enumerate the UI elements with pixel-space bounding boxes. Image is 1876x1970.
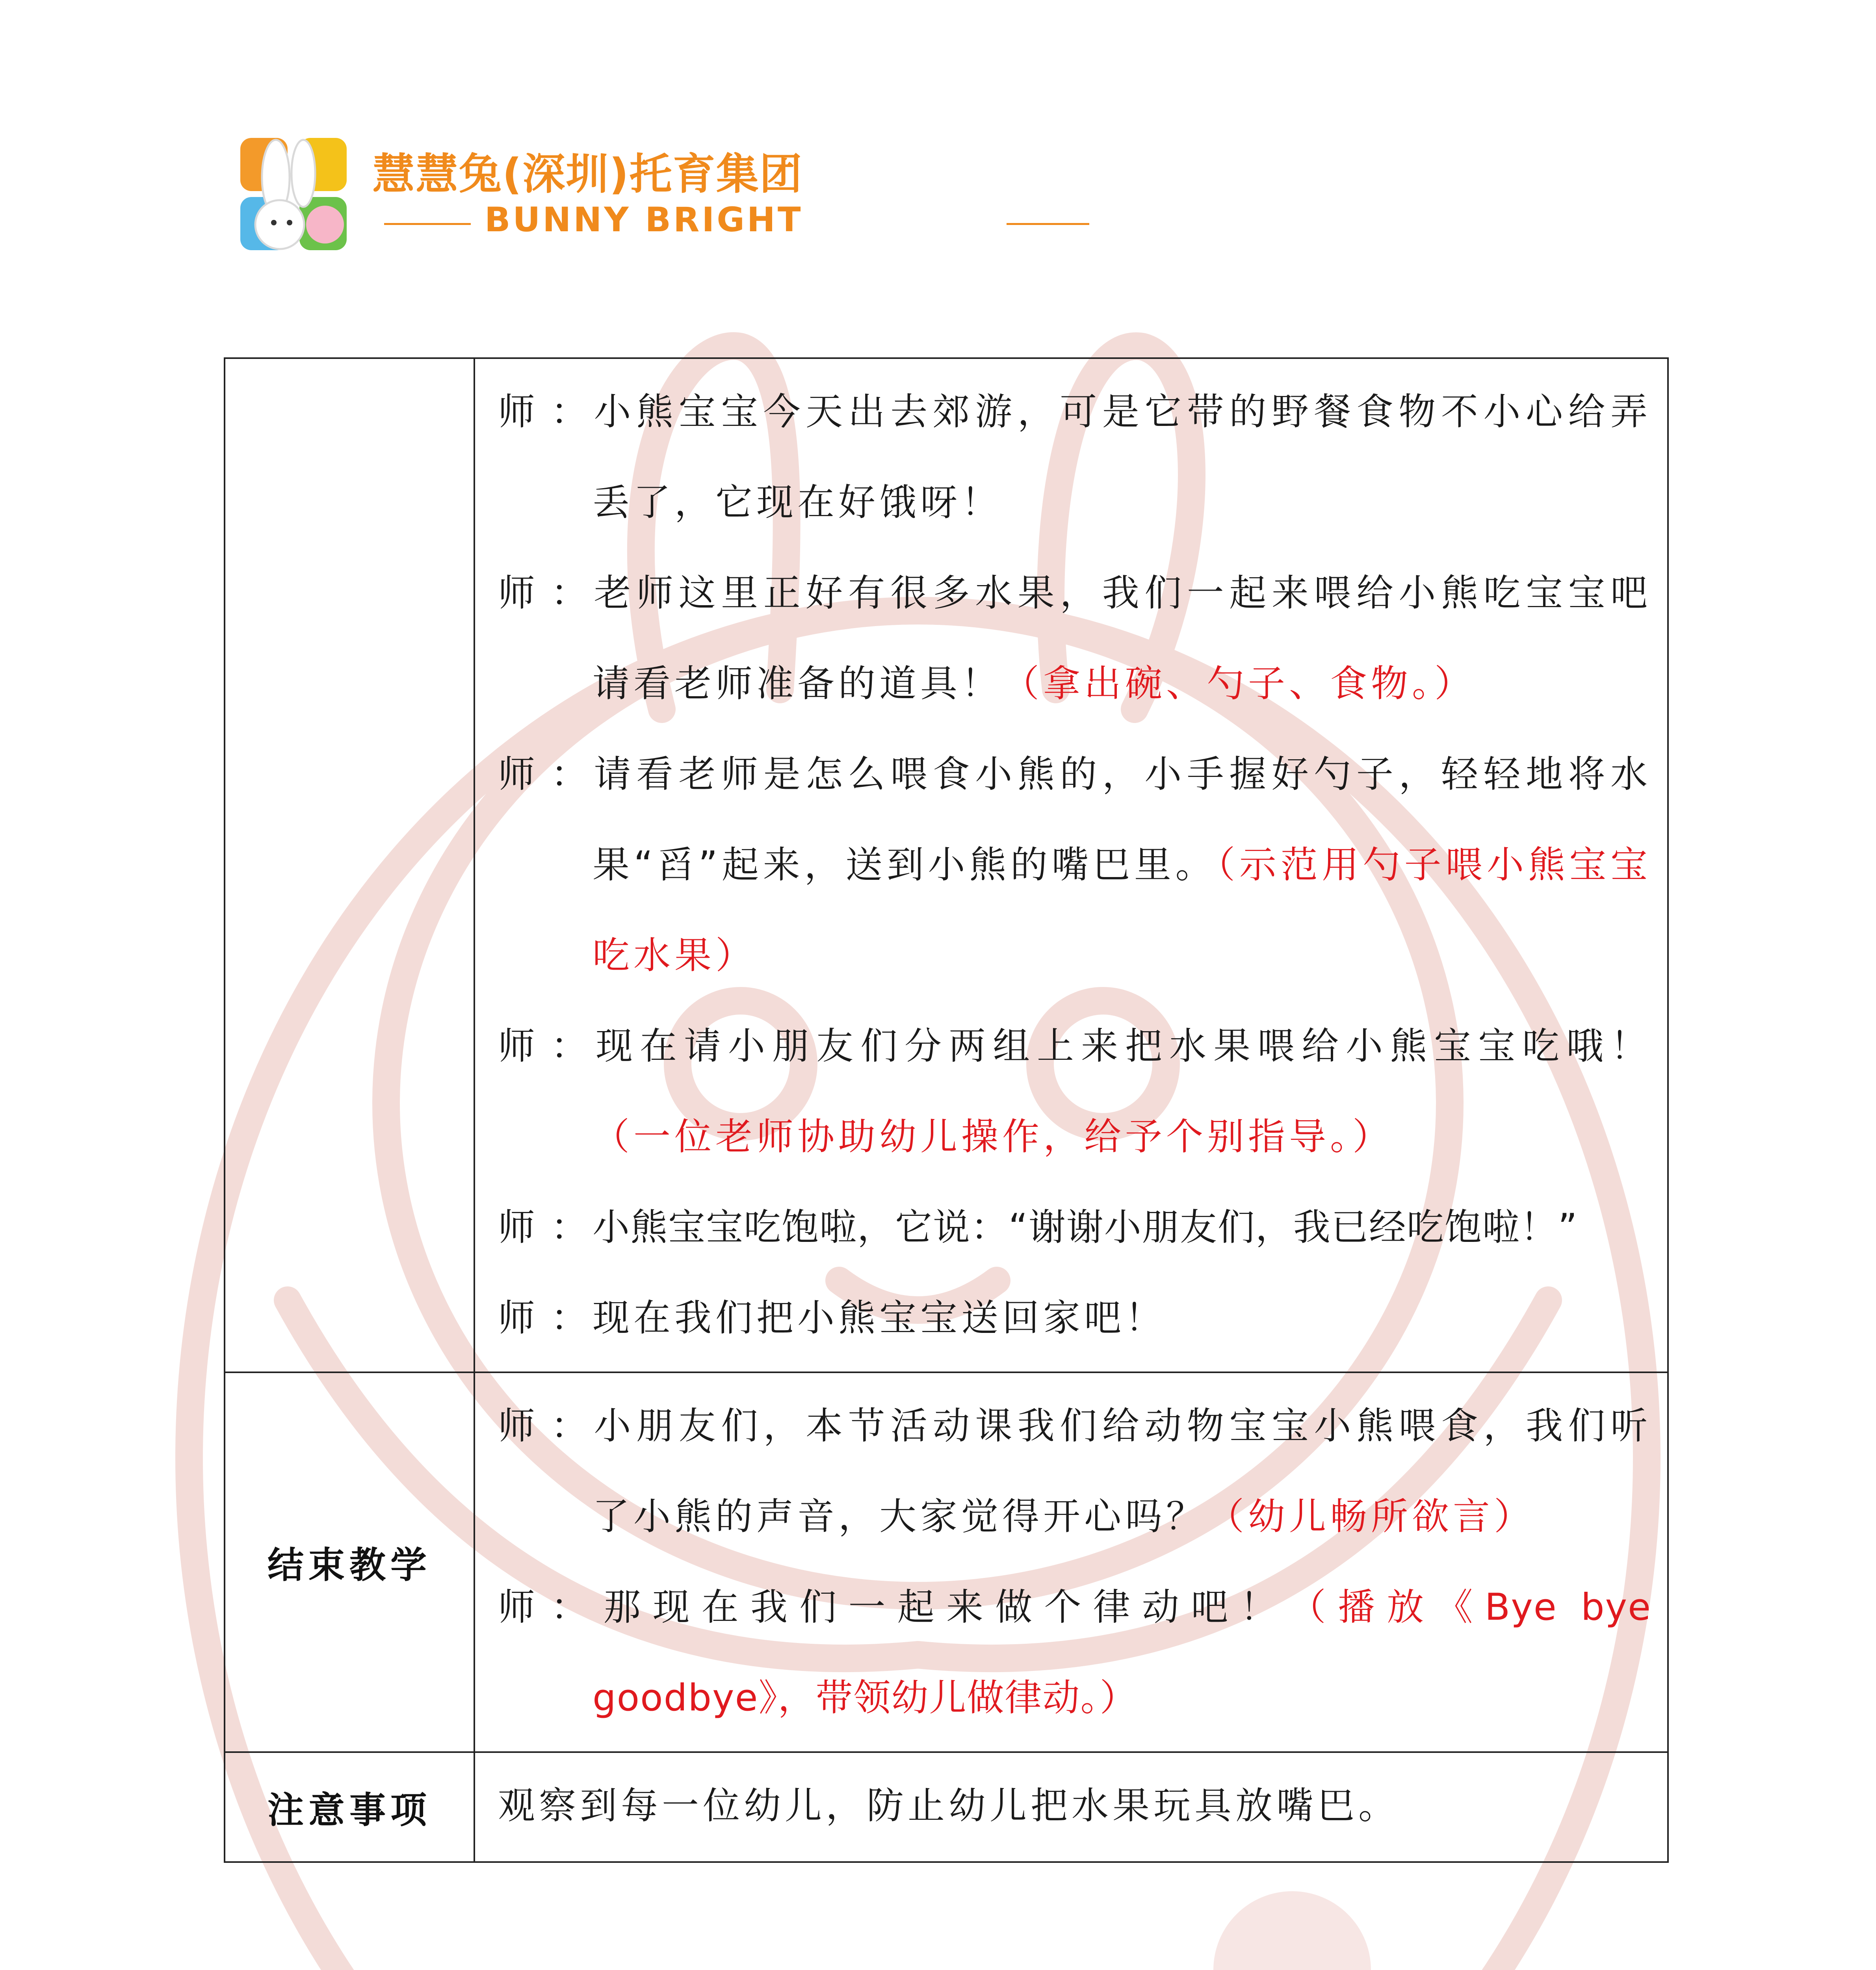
teacher-note: （播放《Bye bye goodbye》，带领幼儿做律动。） <box>593 1586 1651 1719</box>
brand-tagline-row <box>384 200 1089 247</box>
teacher-note: （拿出碗、勺子、食物。） <box>1002 662 1476 705</box>
paragraph-text: 请看老师是怎么喂食小熊的，小手握好勺子，轻轻地将水果“舀”起来，送到小熊的嘴巴里。 <box>593 753 1651 886</box>
list-item <box>498 1381 1651 1562</box>
teacher-note: （一位老师协助幼儿操作，给予个别指导。） <box>593 1115 1394 1158</box>
paragraph-text: 老师这里正好有很多水果，我们一起来喂给小熊吃宝宝吧请看老师准备的道具！ <box>593 572 1651 705</box>
table-row <box>225 1372 1668 1752</box>
speaker-label: 师： <box>498 572 604 615</box>
teacher-note: （示范用勺子喂小熊宝宝吃水果） <box>593 844 1651 977</box>
table-row <box>225 358 1668 1372</box>
speaker-label: 师： <box>498 753 604 796</box>
notes-content-cell <box>474 1752 1668 1862</box>
list-item <box>498 367 1651 548</box>
speaker-label: 师： <box>498 1206 604 1249</box>
paragraph-text: 现在我们把小熊宝宝送回家吧！ <box>593 1297 1166 1340</box>
paragraph-text: 现在请小朋友们分两组上来把水果喂给小熊宝宝吃哦！ <box>593 1025 1651 1068</box>
paragraph-text: 那现在我们一起来做个律动吧！ <box>593 1586 1289 1629</box>
lesson-plan-table <box>224 357 1669 1863</box>
table-row <box>225 1752 1668 1862</box>
paragraph-text: 小熊宝宝今天出去郊游，可是它带的野餐食物不小心给弄丢了，它现在好饿呀！ <box>593 390 1651 524</box>
brand-name-cn: 慧慧兔(深圳)托育集团 <box>372 150 803 199</box>
row-label-notes: 注意事项 <box>225 1752 474 1862</box>
bunny-logo-icon <box>236 130 355 256</box>
divider-line-right <box>1007 223 1089 225</box>
ending-content-cell <box>474 1372 1668 1752</box>
paragraph-text: 小朋友们，本节活动课我们给动物宝宝小熊喂食，我们听了小熊的声音，大家觉得开心吗？ <box>593 1405 1651 1538</box>
teacher-note: （幼儿畅所欲言） <box>1207 1495 1535 1538</box>
speaker-label: 师： <box>498 1297 604 1340</box>
speaker-label: 师： <box>498 1586 604 1629</box>
list-item <box>498 1001 1651 1182</box>
row-label-empty <box>225 358 474 1372</box>
list-item <box>498 1562 1651 1743</box>
notes-text: 观察到每一位幼儿，防止幼儿把水果玩具放嘴巴。 <box>498 1784 1400 1827</box>
activity-content-cell <box>474 358 1668 1372</box>
list-item <box>498 548 1651 729</box>
speaker-label: 师： <box>498 1405 604 1448</box>
divider-line-left <box>384 223 471 225</box>
brand-name-en: BUNNY BRIGHT <box>485 200 803 240</box>
speaker-label: 师： <box>498 390 604 433</box>
row-label-ending: 结束教学 <box>225 1372 474 1752</box>
speaker-label: 师： <box>498 1025 604 1068</box>
list-item <box>498 729 1651 1001</box>
list-item <box>498 1273 1651 1364</box>
list-item <box>498 1182 1651 1273</box>
paragraph-text: 小熊宝宝吃饱啦，它说：“谢谢小朋友们，我已经吃饱啦！” <box>593 1206 1578 1249</box>
